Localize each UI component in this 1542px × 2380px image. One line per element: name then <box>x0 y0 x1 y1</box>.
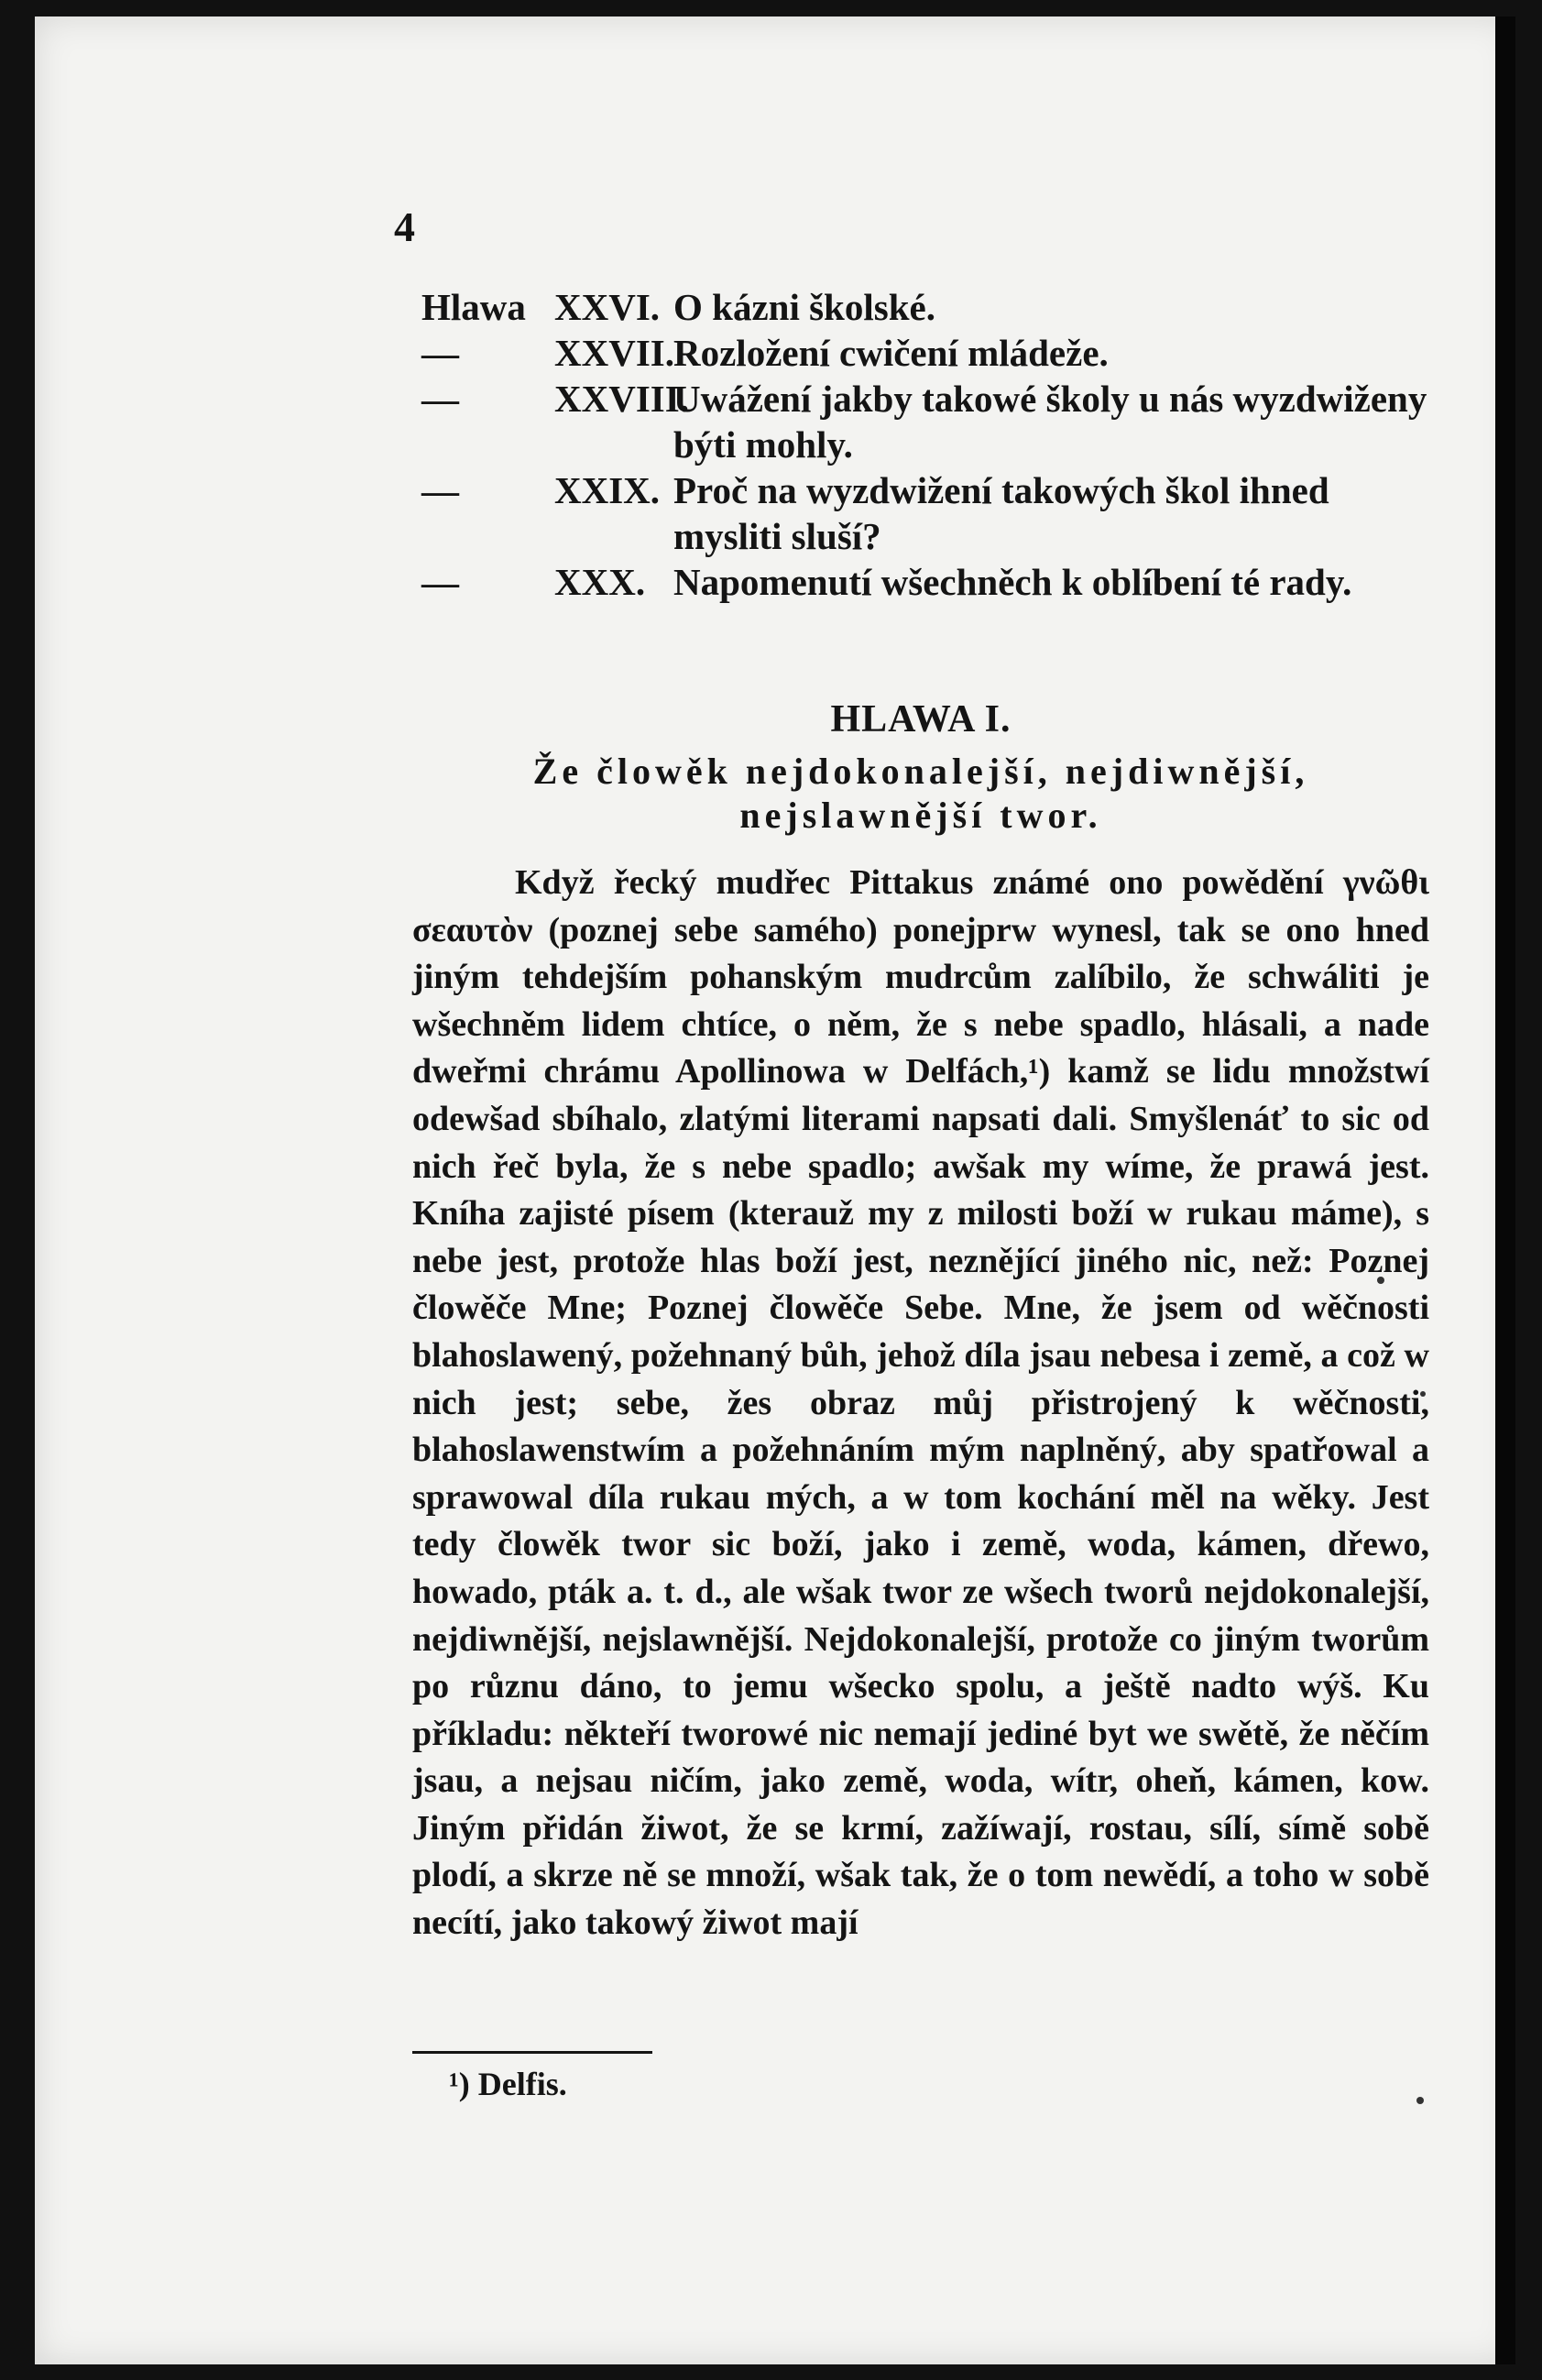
table-of-contents <box>421 284 1429 605</box>
toc-prefix: — <box>421 469 459 511</box>
page-number: 4 <box>394 203 415 250</box>
footnote-rule <box>412 2051 652 2054</box>
toc-prefix: — <box>421 378 459 420</box>
toc-number: XXIX. <box>554 469 661 511</box>
toc-number: XXX. <box>554 561 646 603</box>
toc-number: XXVIII. <box>554 378 689 420</box>
toc-prefix: Hlawa <box>421 286 526 328</box>
toc-row <box>421 467 1429 559</box>
toc-row <box>421 330 1429 376</box>
toc-title: Uwážení jakby takowé školy u nás wyzdwiženy býti mohly. <box>673 378 1427 466</box>
footnote: ¹) Delfis. <box>449 2066 567 2102</box>
toc-row <box>421 284 1429 330</box>
toc-number: XXVII. <box>554 332 674 374</box>
toc-prefix: — <box>421 561 459 603</box>
toc-row <box>421 376 1429 467</box>
toc-title: Rozložení cwičení mládeže. <box>673 332 1109 374</box>
chapter-heading: Že člowěk nejdokonalejší, nejdiwnější, nejslawnější twor. <box>532 751 1309 836</box>
page-edge-shadow <box>1495 16 1515 2364</box>
toc-row <box>421 559 1429 605</box>
body-paragraph: Když řecký mudřec Pittakus známé ono powědění γνῶθι σεαυτὸν (poznej sebe samého) ponejprw wynesl, tak se ono hned jiným tehdejším pohanským mudrcům zalíbilo, že schwáliti je wšechněm lidem chtíce, o něm, že s nebe spadlo, hlásali, a nade dweřmi chrámu Apollinowa w Delfách,¹) kamž se lidu množstwí odewšad sbíhalo, zlatými literami napsati dali. Smyšlenáť to sic od nich řeč byla, že s nebe spadlo; awšak my wíme, že prawá jest. Kníha zajisté písem (kterauž my z milosti boží w rukau máme), s nebe jest, protože hlas boží jest, neznějící jiného nic, než: Poznej člowěče Mne; Poznej člowěče Sebe. Mne, že jsem od wěčnosti blahoslawený, požehnaný bůh, jehož díla jsau nebesa i země, a což w nich jest; sebe, žes obraz můj přistrojený k wěčnosti, blahoslawenstwím a požehnáním mým naplněný, aby spatřowal a sprawowal díla rukau mých, a w tom kochání měl na wěky. Jest tedy člowěk twor sic boží, jako i země, woda, kámen, dřewo, howado, pták a. t. d., ale wšak twor ze wšech tworů nejdokonalejší, nejdiwnější, nejslawnější. Nejdokonalejší, protože co jiným tworům po různu dáno, to jemu wšecko spolu, a ještě nadto wýš. Ku příkladu: někteří tworowé nic nemají jediné byt we swětě, že něčím jsau, a nejsau ničím, jako země, woda, wítr, oheň, kámen, kow. Jiným přidán žiwot, že se krmí, zažíwají, rostau, sílí, símě sobě plodí, a skrze ně se množí, wšak tak, že o tom newědí, a toho w sobě necítí, jako takowý žiwot mají <box>412 863 1429 1943</box>
paper-speck <box>1416 2097 1424 2104</box>
toc-number: XXVI. <box>554 286 661 328</box>
toc-prefix: — <box>421 332 459 374</box>
chapter-title: HLAWA I. <box>830 698 1012 740</box>
toc-title: Proč na wyzdwižení takowých škol ihned mysliti sluší? <box>673 469 1329 557</box>
toc-title: O kázni školské. <box>673 286 935 328</box>
toc-title: Napomenutí wšechněch k oblíbení té rady. <box>673 561 1352 603</box>
